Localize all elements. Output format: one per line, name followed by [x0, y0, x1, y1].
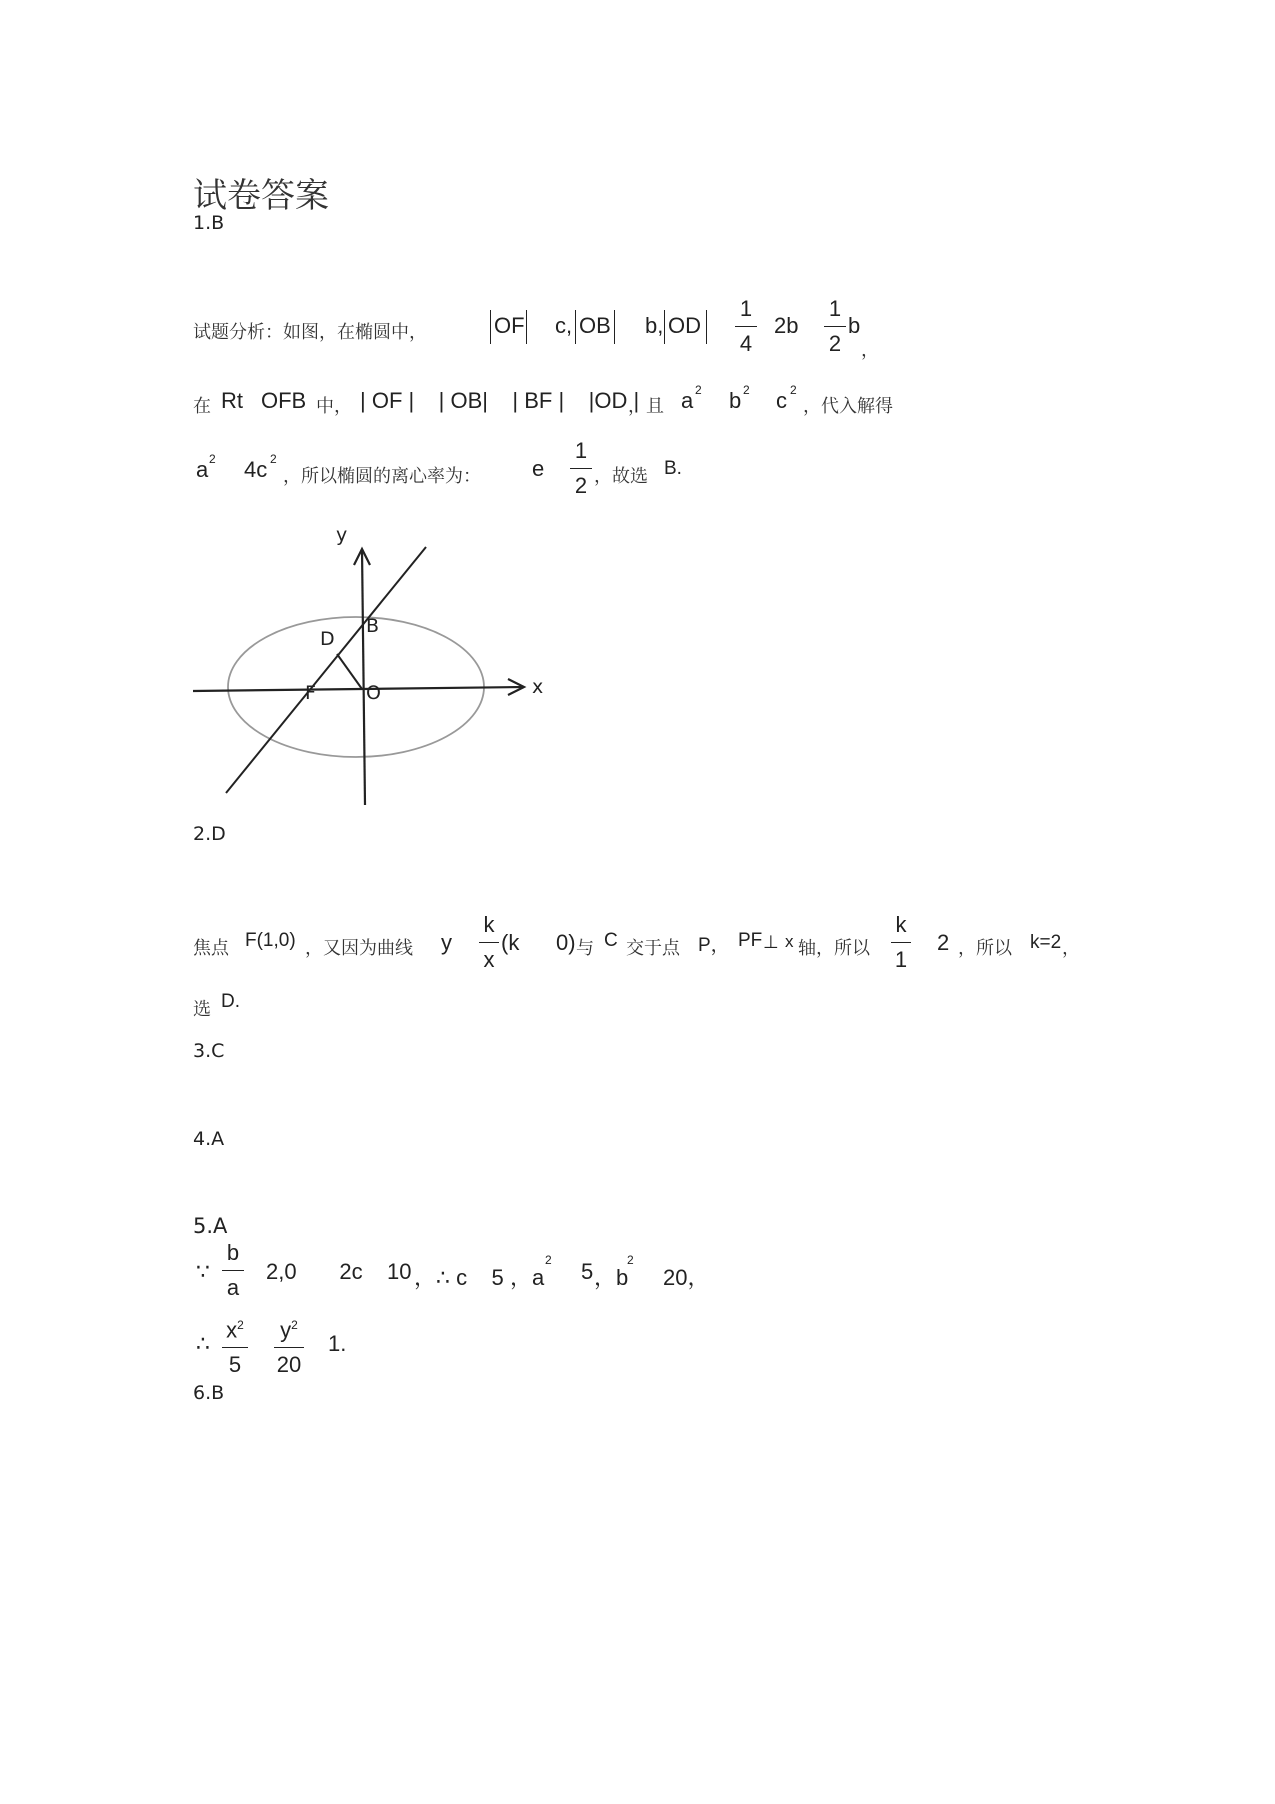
abs-bar	[575, 310, 576, 344]
answer-4: 4.A	[193, 1128, 225, 1150]
q1-b: b,	[645, 313, 664, 338]
q1-zai: 在	[193, 396, 211, 417]
q2-ans: D.	[221, 991, 240, 1012]
q1-qie: ，且	[628, 396, 664, 417]
fraction-one-half: 1 2	[570, 438, 592, 499]
q1-e: e	[532, 456, 545, 481]
q1-c: c,	[555, 313, 573, 338]
q1-mid: ，所以椭圆的离心率为：	[283, 466, 481, 487]
q5-because: ∵	[196, 1259, 210, 1284]
fraction-x2-over-5: $x^2$ 5	[222, 1312, 248, 1378]
label-d: D	[320, 628, 335, 650]
answer-5: 5.A	[193, 1214, 228, 1238]
label-y: y	[336, 524, 348, 546]
abs-bar	[706, 310, 707, 344]
q2-perp: ⊥	[763, 932, 779, 952]
q1-a: a	[196, 457, 209, 482]
answer-3: 3.C	[193, 1040, 225, 1062]
q1-exp-b: 2	[743, 383, 750, 397]
q5-one: 1.	[328, 1331, 347, 1356]
abs-bar	[614, 310, 615, 344]
q2-comma: ，	[1062, 938, 1080, 959]
answer-2: 2.D	[193, 823, 226, 845]
q1-tail: ，故选	[594, 466, 648, 487]
label-b: B	[366, 615, 380, 637]
q2-yu: 与	[576, 938, 594, 959]
q2-PF: PF	[738, 930, 763, 951]
fraction-one-half: 1 2	[824, 296, 846, 357]
q1-rt: Rt	[221, 388, 243, 413]
q2-P: P，	[698, 935, 730, 956]
q5-five: 5	[581, 1259, 594, 1284]
q5-text: 2,0 2c 10	[266, 1259, 412, 1284]
q1-exp-c: 2	[270, 452, 277, 466]
abs-bar	[664, 310, 665, 344]
q1-c: c	[776, 388, 787, 413]
label-x: x	[532, 676, 544, 698]
q2-suoyi: ，所以	[958, 938, 1012, 959]
q1-zhong: 中，	[316, 396, 352, 417]
q1-tail: ，代入解得	[803, 396, 893, 417]
q1-exp-c: 2	[790, 383, 797, 397]
q2-y: y	[441, 930, 452, 955]
q1-b: b	[729, 388, 742, 413]
q1-ob: OB	[579, 313, 611, 338]
q1-comma: ，	[861, 340, 879, 361]
q2-text2: 交于点	[626, 938, 680, 959]
q5-therefore: ，∴ c 5	[414, 1265, 504, 1290]
q2-focus: F(1,0)	[245, 930, 296, 951]
q1-4c: 4c	[244, 457, 268, 482]
q5-exp-b: 2	[627, 1253, 634, 1267]
answer-6: 6.B	[193, 1382, 225, 1404]
q2-cond: (k 0)	[501, 930, 576, 955]
ellipse-figure	[190, 525, 550, 810]
q1-ans: B.	[664, 458, 682, 479]
fraction-b-over-a: b a	[222, 1240, 244, 1301]
q1-abs-expr: | OF | | OB| | BF | |OD |	[360, 388, 640, 413]
abs-bar	[490, 310, 491, 344]
q1-2b: 2b	[774, 313, 799, 338]
fraction-k-over-1: k 1	[891, 912, 911, 973]
q2-two: 2	[937, 930, 950, 955]
q1-ofb: OFB	[261, 388, 307, 413]
fraction-one-quarter: 1 4	[735, 296, 757, 357]
q1-exp-a: 2	[209, 452, 216, 466]
q1-of: OF	[494, 313, 525, 338]
q2-zhou: 轴，所以	[798, 938, 870, 959]
q1-a: a	[681, 388, 694, 413]
q2-C: C	[604, 930, 618, 951]
q1-exp-a: 2	[695, 383, 702, 397]
q5-b: ，b	[594, 1265, 629, 1290]
q2-xuan: 选	[193, 999, 211, 1020]
q2-xaxis: x	[785, 932, 794, 951]
q1-b-end: b	[848, 313, 861, 338]
fraction-y2-over-20: $y^2$ 20	[274, 1312, 304, 1378]
label-f: F	[305, 682, 316, 704]
q2-jiaodian: 焦点	[193, 938, 229, 959]
abs-bar	[526, 310, 527, 344]
y-axis	[362, 549, 365, 805]
fraction-k-over-x: k x	[479, 912, 499, 973]
q5-exp-a: 2	[545, 1253, 552, 1267]
q5-a: ，a	[510, 1265, 545, 1290]
segment-od	[337, 654, 362, 689]
q5-therefore: ∴	[196, 1331, 210, 1356]
page-title: 试卷答案	[193, 176, 329, 216]
q2-text1: ，又因为曲线	[305, 938, 413, 959]
x-axis	[193, 687, 524, 691]
answer-1: 1.B	[193, 212, 225, 234]
q5-twenty: 20，	[663, 1265, 710, 1290]
label-o: O	[366, 682, 381, 704]
q1-intro: 试题分析：如图，在椭圆中，	[193, 322, 427, 343]
q1-od: OD	[668, 313, 701, 338]
q2-k2: k=2	[1030, 932, 1062, 953]
